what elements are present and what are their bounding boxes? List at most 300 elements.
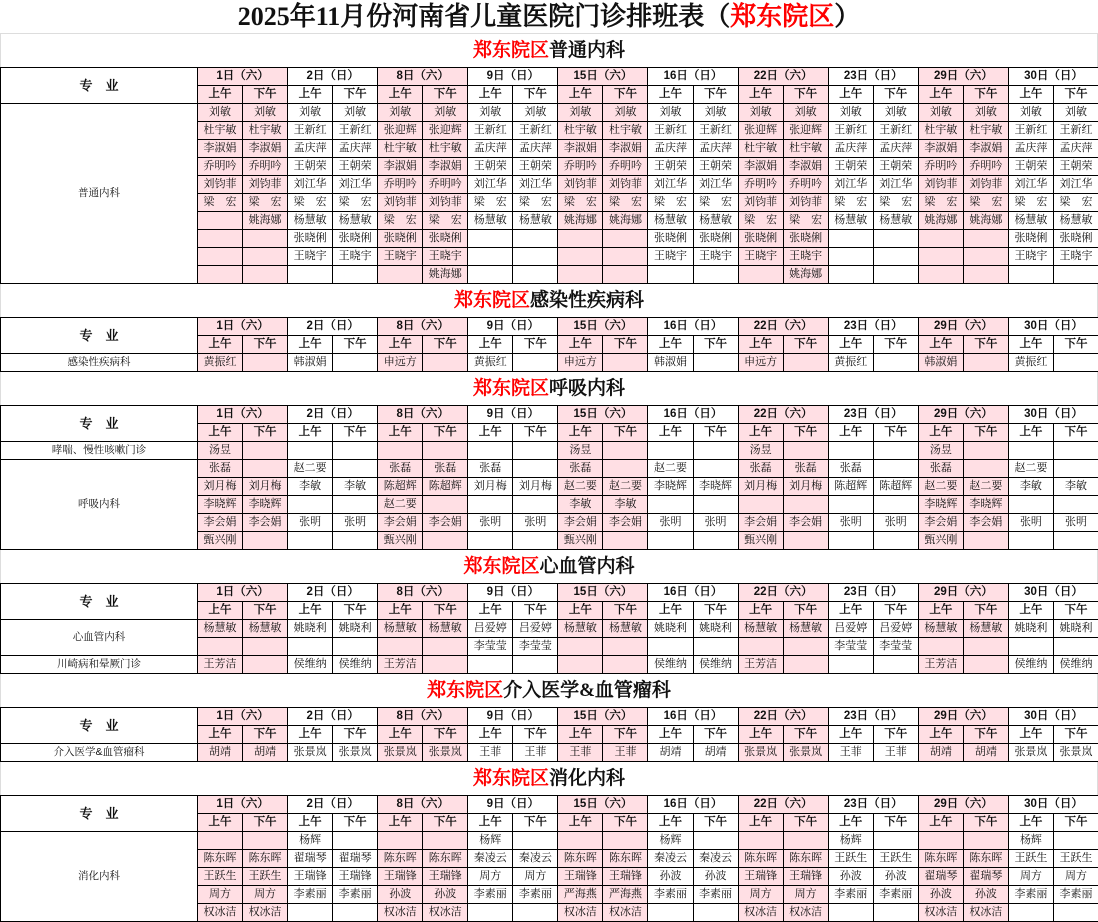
day-header: 1日（六） [198,68,288,86]
doctor-cell: 杜宇敏 [378,140,423,158]
doctor-cell: 张磊 [423,460,468,478]
doctor-cell: 梁 宏 [558,194,603,212]
period-pm: 下午 [423,424,468,442]
period-pm: 下午 [333,86,378,104]
doctor-cell [918,638,963,656]
doctor-cell: 张迎辉 [378,122,423,140]
day-header: 1日（六） [198,318,288,336]
section-dept: 消化内科 [549,768,625,789]
table-row [1,460,1098,478]
doctor-cell: 姚海娜 [423,266,468,284]
doctor-cell [603,638,648,656]
doctor-cell: 赵二要 [378,496,423,514]
doctor-cell: 孙波 [873,868,918,886]
doctor-cell: 刘敏 [513,104,558,122]
doctor-cell: 张明 [468,514,513,532]
doctor-cell: 孟庆萍 [873,140,918,158]
section-campus: 郑东院区 [454,290,530,311]
doctor-cell: 李晓辉 [963,496,1008,514]
doctor-cell: 刘江华 [288,176,333,194]
doctor-cell: 周方 [513,868,558,886]
doctor-cell [738,832,783,850]
section-dept: 感染性疾病科 [530,290,644,311]
schedule-table [0,317,1098,372]
doctor-cell: 李敏 [333,478,378,496]
doctor-cell [243,230,288,248]
doctor-cell: 王新红 [333,122,378,140]
doctor-cell [1053,832,1098,850]
doctor-cell [558,248,603,266]
doctor-cell: 梁 宏 [423,212,468,230]
period-pm: 下午 [783,814,828,832]
doctor-cell: 乔明吟 [423,176,468,194]
doctor-cell: 李晓辉 [918,496,963,514]
doctor-cell: 李莹莹 [873,638,918,656]
doctor-cell: 李淑娟 [423,158,468,176]
doctor-cell [603,266,648,284]
day-header: 23日（日） [828,406,918,424]
doctor-cell: 杨慧敏 [198,620,243,638]
doctor-cell: 梁 宏 [378,212,423,230]
doctor-cell: 王朝荣 [1053,158,1098,176]
schedule-table [0,707,1098,762]
doctor-cell [243,266,288,284]
doctor-cell: 李敏 [558,496,603,514]
doctor-cell: 张磊 [468,460,513,478]
day-header: 16日（日） [648,406,738,424]
day-header: 30日（日） [1008,708,1098,726]
period-pm: 下午 [603,336,648,354]
doctor-cell: 梁 宏 [333,194,378,212]
doctor-cell: 刘江华 [1008,176,1053,194]
doctor-cell [513,656,558,674]
day-header: 2日（日） [288,708,378,726]
period-am: 上午 [648,336,693,354]
doctor-cell: 权冰洁 [783,904,828,922]
doctor-cell [828,532,873,550]
schedule-sections [0,34,1098,922]
section-campus: 郑东院区 [473,40,549,61]
doctor-cell: 李淑娟 [558,140,603,158]
header-specialty: 专 业 [1,318,198,354]
day-header: 30日（日） [1008,406,1098,424]
doctor-cell [378,266,423,284]
doctor-cell: 周方 [243,886,288,904]
doctor-cell: 陈东晖 [198,850,243,868]
doctor-cell [828,496,873,514]
doctor-cell: 孟庆萍 [513,140,558,158]
period-pm: 下午 [963,602,1008,620]
period-pm: 下午 [513,726,558,744]
doctor-cell [468,904,513,922]
doctor-cell: 姚海娜 [918,212,963,230]
doctor-cell: 周方 [1053,868,1098,886]
period-pm: 下午 [873,424,918,442]
doctor-cell [1008,638,1053,656]
doctor-cell: 杜宇敏 [423,140,468,158]
specialty-label: 心血管内科 [1,620,198,656]
doctor-cell: 甄兴刚 [198,532,243,550]
day-header: 15日（六） [558,708,648,726]
doctor-cell [423,638,468,656]
period-am: 上午 [468,602,513,620]
period-am: 上午 [828,86,873,104]
doctor-cell: 张晓俐 [1053,230,1098,248]
period-am: 上午 [378,86,423,104]
doctor-cell: 梁 宏 [243,194,288,212]
doctor-cell: 王晓宇 [1008,248,1053,266]
doctor-cell [288,496,333,514]
doctor-cell: 申远方 [558,354,603,372]
doctor-cell [513,230,558,248]
doctor-cell: 梁 宏 [873,194,918,212]
doctor-cell: 刘敏 [558,104,603,122]
doctor-cell: 周方 [783,886,828,904]
doctor-cell: 李素丽 [468,886,513,904]
period-am: 上午 [1008,602,1053,620]
doctor-cell: 胡靖 [918,744,963,762]
doctor-cell: 张景岚 [333,744,378,762]
doctor-cell [333,638,378,656]
doctor-cell [783,496,828,514]
doctor-cell [198,832,243,850]
period-pm: 下午 [693,726,738,744]
doctor-cell: 刘钧菲 [198,176,243,194]
doctor-cell: 李晓辉 [243,496,288,514]
doctor-cell [873,496,918,514]
doctor-cell: 王朝荣 [513,158,558,176]
doctor-cell: 梁 宏 [198,194,243,212]
doctor-cell: 王瑞锋 [558,868,603,886]
doctor-cell [963,230,1008,248]
doctor-cell [648,904,693,922]
doctor-cell: 吕爱婷 [873,620,918,638]
doctor-cell [648,638,693,656]
doctor-cell: 李晓辉 [693,478,738,496]
doctor-cell: 李会娟 [963,514,1008,532]
doctor-cell: 杨慧敏 [1008,212,1053,230]
doctor-cell: 刘月梅 [783,478,828,496]
doctor-cell: 刘江华 [1053,176,1098,194]
period-am: 上午 [648,86,693,104]
doctor-cell: 赵二要 [1008,460,1053,478]
doctor-cell [828,656,873,674]
period-am: 上午 [468,814,513,832]
doctor-cell [333,266,378,284]
period-am: 上午 [738,726,783,744]
header-row-dates [1,708,1098,726]
doctor-cell: 陈东晖 [918,850,963,868]
doctor-cell: 刘敏 [828,104,873,122]
doctor-cell [468,656,513,674]
doctor-cell [648,266,693,284]
doctor-cell [693,904,738,922]
period-pm: 下午 [1053,814,1098,832]
doctor-cell: 申远方 [738,354,783,372]
doctor-cell: 韩淑娟 [648,354,693,372]
doctor-cell [513,266,558,284]
period-pm: 下午 [243,602,288,620]
doctor-cell: 赵二要 [603,478,648,496]
doctor-cell: 侯维纳 [648,656,693,674]
doctor-cell: 权冰洁 [423,904,468,922]
doctor-cell [873,832,918,850]
header-row-dates [1,796,1098,814]
period-pm: 下午 [873,336,918,354]
period-am: 上午 [468,336,513,354]
period-am: 上午 [918,602,963,620]
doctor-cell: 梁 宏 [693,194,738,212]
section-title [0,372,1098,405]
doctor-cell: 陈超辉 [423,478,468,496]
doctor-cell [198,638,243,656]
doctor-cell: 孙波 [378,886,423,904]
doctor-cell [918,832,963,850]
doctor-cell: 陈东晖 [378,850,423,868]
doctor-cell: 孟庆萍 [288,140,333,158]
doctor-cell [468,532,513,550]
doctor-cell: 梁 宏 [468,194,513,212]
day-header: 9日（日） [468,406,558,424]
period-pm: 下午 [513,602,558,620]
doctor-cell: 刘月梅 [738,478,783,496]
doctor-cell: 姚海娜 [243,212,288,230]
doctor-cell: 杨慧敏 [558,620,603,638]
doctor-cell: 刘敏 [378,104,423,122]
page-title [0,0,1098,34]
period-pm: 下午 [603,602,648,620]
header-row-dates [1,406,1098,424]
period-am: 上午 [288,424,333,442]
doctor-cell: 王晓宇 [378,248,423,266]
section-dept: 普通内科 [549,40,625,61]
doctor-cell: 王新红 [828,122,873,140]
doctor-cell [513,832,558,850]
period-am: 上午 [468,86,513,104]
doctor-cell: 杨慧敏 [513,212,558,230]
doctor-cell [513,532,558,550]
doctor-cell [963,460,1008,478]
period-am: 上午 [738,814,783,832]
doctor-cell [288,904,333,922]
doctor-cell: 王芳洁 [738,656,783,674]
period-pm: 下午 [963,86,1008,104]
doctor-cell: 乔明吟 [783,176,828,194]
period-am: 上午 [288,336,333,354]
doctor-cell [738,266,783,284]
doctor-cell: 权冰洁 [378,904,423,922]
header-row-dates [1,68,1098,86]
doctor-cell: 刘江华 [333,176,378,194]
doctor-cell: 孟庆萍 [468,140,513,158]
period-am: 上午 [378,336,423,354]
doctor-cell: 孙波 [828,868,873,886]
period-pm: 下午 [783,726,828,744]
doctor-cell: 姚晓利 [648,620,693,638]
doctor-cell: 周方 [198,886,243,904]
doctor-cell: 刘敏 [738,104,783,122]
doctor-cell: 孙波 [648,868,693,886]
day-header: 2日（日） [288,406,378,424]
doctor-cell [423,532,468,550]
doctor-cell: 严海燕 [558,886,603,904]
period-am: 上午 [648,726,693,744]
doctor-cell: 李素丽 [513,886,558,904]
doctor-cell: 侯维纳 [1053,656,1098,674]
doctor-cell: 张明 [1053,514,1098,532]
period-pm: 下午 [423,814,468,832]
period-am: 上午 [738,86,783,104]
period-am: 上午 [468,424,513,442]
period-am: 上午 [1008,336,1053,354]
doctor-cell: 李会娟 [243,514,288,532]
period-am: 上午 [648,602,693,620]
header-specialty: 专 业 [1,708,198,744]
doctor-cell: 刘钧菲 [378,194,423,212]
period-am: 上午 [738,336,783,354]
period-pm: 下午 [603,86,648,104]
period-am: 上午 [738,602,783,620]
specialty-label: 川崎病和晕厥门诊 [1,656,198,674]
day-header: 9日（日） [468,68,558,86]
doctor-cell [243,442,288,460]
doctor-cell: 申远方 [378,354,423,372]
day-header: 23日（日） [828,796,918,814]
doctor-cell: 孟庆萍 [828,140,873,158]
doctor-cell: 刘敏 [873,104,918,122]
day-header: 29日（六） [918,796,1008,814]
doctor-cell: 王跃生 [198,868,243,886]
doctor-cell: 王新红 [288,122,333,140]
period-am: 上午 [378,726,423,744]
doctor-cell: 梁 宏 [828,194,873,212]
period-am: 上午 [198,726,243,744]
doctor-cell [333,354,378,372]
period-am: 上午 [288,602,333,620]
doctor-cell: 刘敏 [333,104,378,122]
doctor-cell: 王菲 [603,744,648,762]
doctor-cell: 梁 宏 [918,194,963,212]
period-am: 上午 [1008,814,1053,832]
doctor-cell: 王晓宇 [423,248,468,266]
doctor-cell: 姚海娜 [963,212,1008,230]
doctor-cell: 王晓宇 [738,248,783,266]
doctor-cell: 秦凌云 [648,850,693,868]
doctor-cell: 韩淑娟 [288,354,333,372]
doctor-cell [198,266,243,284]
doctor-cell: 张磊 [918,460,963,478]
period-pm: 下午 [1053,336,1098,354]
doctor-cell: 刘月梅 [468,478,513,496]
doctor-cell: 侯维纳 [1008,656,1053,674]
schedule-table [0,583,1098,674]
table-row [1,442,1098,460]
period-pm: 下午 [693,336,738,354]
period-am: 上午 [828,336,873,354]
doctor-cell: 张晓俐 [378,230,423,248]
doctor-cell: 刘敏 [648,104,693,122]
period-pm: 下午 [423,726,468,744]
doctor-cell [873,460,918,478]
doctor-cell: 汤昱 [738,442,783,460]
doctor-cell: 秦凌云 [513,850,558,868]
doctor-cell: 乔明吟 [918,158,963,176]
doctor-cell [1053,354,1098,372]
doctor-cell [873,904,918,922]
schedule-table [0,795,1098,922]
period-am: 上午 [558,86,603,104]
day-header: 2日（日） [288,318,378,336]
doctor-cell: 张晓俐 [783,230,828,248]
doctor-cell: 翟瑞琴 [963,868,1008,886]
doctor-cell: 王朝荣 [693,158,738,176]
day-header: 15日（六） [558,68,648,86]
period-am: 上午 [198,336,243,354]
doctor-cell: 杨慧敏 [243,620,288,638]
day-header: 8日（六） [378,796,468,814]
day-header: 29日（六） [918,318,1008,336]
doctor-cell: 李素丽 [873,886,918,904]
doctor-cell: 姚海娜 [603,212,648,230]
doctor-cell: 陈东晖 [558,850,603,868]
doctor-cell: 杜宇敏 [603,122,648,140]
period-am: 上午 [648,814,693,832]
doctor-cell: 孙波 [423,886,468,904]
section-dept: 心血管内科 [540,556,635,577]
doctor-cell: 胡靖 [693,744,738,762]
doctor-cell [963,354,1008,372]
doctor-cell: 王晓宇 [1053,248,1098,266]
doctor-cell: 杨慧敏 [288,212,333,230]
day-header: 1日（六） [198,406,288,424]
doctor-cell: 赵二要 [918,478,963,496]
doctor-cell: 王跃生 [828,850,873,868]
doctor-cell: 刘钧菲 [423,194,468,212]
doctor-cell: 王瑞锋 [783,868,828,886]
period-am: 上午 [1008,424,1053,442]
doctor-cell: 李会娟 [603,514,648,532]
day-header: 29日（六） [918,708,1008,726]
doctor-cell [738,638,783,656]
doctor-cell [333,904,378,922]
doctor-cell: 刘江华 [828,176,873,194]
doctor-cell [783,832,828,850]
period-am: 上午 [738,424,783,442]
day-header: 23日（日） [828,708,918,726]
day-header: 8日（六） [378,708,468,726]
table-row [1,656,1098,674]
doctor-cell [333,832,378,850]
doctor-cell: 王瑞锋 [738,868,783,886]
doctor-cell [693,832,738,850]
table-row [1,354,1098,372]
day-header: 2日（日） [288,68,378,86]
doctor-cell: 李莹莹 [828,638,873,656]
doctor-cell: 王朝荣 [1008,158,1053,176]
doctor-cell: 刘敏 [288,104,333,122]
day-header: 16日（日） [648,796,738,814]
period-pm: 下午 [513,424,558,442]
doctor-cell: 王菲 [513,744,558,762]
doctor-cell: 刘敏 [693,104,738,122]
period-am: 上午 [558,602,603,620]
doctor-cell: 杜宇敏 [558,122,603,140]
doctor-cell [873,354,918,372]
doctor-cell [918,248,963,266]
doctor-cell: 权冰洁 [738,904,783,922]
doctor-cell: 刘江华 [693,176,738,194]
doctor-cell: 吕爱婷 [828,620,873,638]
